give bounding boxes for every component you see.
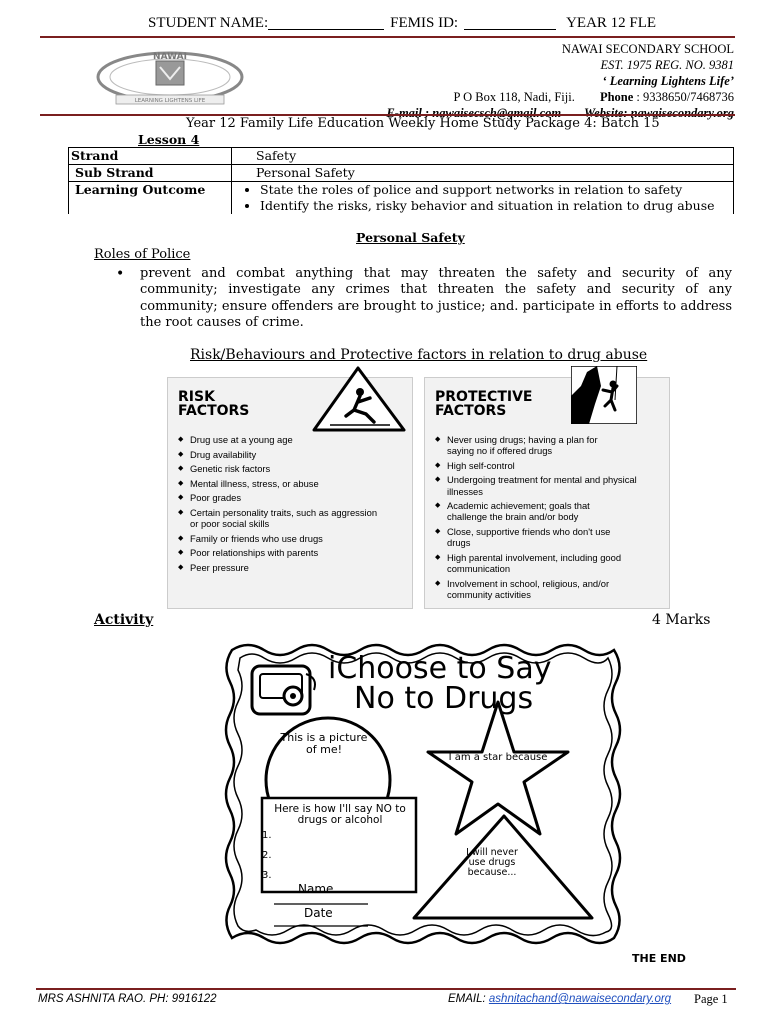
list-item: ◆ Genetic risk factors [178,463,406,474]
list-item: ◆ Family or friends who use drugs [178,533,406,544]
school-details [386,41,734,121]
roles-text: prevent and combat anything that may threaten the safety and security of any community; investigate any crimes that threaten the safety and security of any community; ensure offenders are brought to justice; and. participate in efforts to address the root causes of crime. [140,266,732,331]
caution-slip-icon [310,364,410,439]
school-address: P O Box 118, Nadi, Fiji. [453,90,575,104]
date-label: Date [304,906,333,920]
student-header [148,15,656,32]
poster-title [328,651,552,716]
list-item: ◆ High self-control [435,460,663,471]
header-rule [40,36,735,38]
list-item: ◆ Involvement in school, religious, and/or community activities [435,578,647,600]
list-item: ◆ Mental illness, stress, or abuse [178,478,406,489]
risk-factor-list [178,434,406,577]
footer-email-label: EMAIL: [448,993,489,1005]
plan-number-3: 3. [262,870,272,881]
school-established: EST. 1975 REG. NO. 9381 [600,58,734,72]
school-motto: ‘ Learning Lightens Life’ [602,74,734,88]
triangle-prompt: I will never use drugs because... [466,847,518,878]
student-name-label: STUDENT NAME: [148,15,269,31]
plan-numbers [262,826,272,886]
list-item: ◆ Poor grades [178,492,406,503]
year-label: YEAR 12 FLE [566,15,657,31]
climber-icon [571,366,637,429]
page-number: Page 1 [694,992,728,1006]
footer-rule [36,988,736,990]
star-prompt: I am a star because [448,752,548,763]
roles-bullet: • [116,266,125,282]
svg-text:NAWAI: NAWAI [153,52,187,62]
footer-email [448,993,671,1005]
strand-label: Strand [69,148,232,165]
school-phone: : 9338650/7468736 [633,90,734,104]
phone-icon [252,666,315,714]
strand-value: Safety [232,148,734,165]
list-item: ◆ Close, supportive friends who don't use drugs [435,526,627,548]
the-end: THE END [632,952,686,965]
poster-title-line1: iChoose to Say [328,651,552,686]
activity-poster [218,638,628,950]
list-item: ◆ Certain personality traits, such as aggression or poor social skills [178,507,380,529]
table-row [69,182,734,215]
sub-strand-value: Personal Safety [232,165,734,182]
table-row [69,148,734,165]
list-item: • Identify the risks, risky behavior and situation in relation to drug abuse [260,198,727,214]
plan-number-2: 2. [262,850,272,861]
marks-label: 4 Marks [652,612,711,628]
svg-text:LEARNING LIGHTENS LIFE: LEARNING LIGHTENS LIFE [134,98,206,104]
activity-label: Activity [94,612,154,628]
phone-label: Phone [599,90,634,104]
school-name: NAWAI SECONDARY SCHOOL [561,42,734,56]
list-item: • State the roles of police and support networks in relation to safety [260,182,727,198]
list-item: ◆ Never using drugs; having a plan for saying no if offered drugs [435,434,617,456]
risk-factors-box [167,377,413,609]
footer-email-link[interactable]: ashnitachand@nawaisecondary.org [488,993,672,1005]
name-label: Name [298,882,334,896]
table-row [69,165,734,182]
school-website[interactable]: Website: nawaisecondary.org [584,106,734,120]
picture-prompt: This is a picture of me! [280,731,368,756]
lesson-info-table [68,147,734,214]
list-item: ◆ Drug use at a young age [178,434,406,445]
section-heading: Personal Safety [356,230,465,245]
protective-factor-list [435,434,663,603]
risk-heading: Risk/Behaviours and Protective factors in relation to drug abuse [190,347,648,363]
outcome-list [242,182,727,214]
protective-title: PROTECTIVE FACTORS [435,389,533,419]
list-item: ◆ Undergoing treatment for mental and physical illnesses [435,474,637,496]
lesson-label: Lesson 4 [138,132,200,147]
list-item: ◆ High parental involvement, including good communication [435,552,632,574]
school-address-line [386,89,734,105]
plan-number-1: 1. [262,830,272,841]
risk-title: RISK FACTORS [178,389,250,419]
list-item: ◆ Poor relationships with parents [178,547,406,558]
list-item: ◆ Peer pressure [178,562,406,573]
package-title: Year 12 Family Life Education Weekly Home Study Package 4: Batch 15 [186,116,660,131]
list-item: ◆ Academic achievement; goals that challenge the brain and/or body [435,500,627,522]
roles-heading: Roles of Police [94,247,191,262]
school-logo [90,47,250,107]
plan-heading: Here is how I'll say NO to drugs or alcohol [274,803,406,826]
femis-id-label: FEMIS ID: [390,15,459,31]
protective-factors-box [424,377,670,609]
outcome-cell [232,182,734,215]
school-email[interactable]: E-mail : nawaisecsch@gmail.com [386,106,562,120]
femis-id-field[interactable] [464,15,556,30]
outcome-label: Learning Outcome [69,182,232,215]
footer-teacher: MRS ASHNITA RAO. PH: 9916122 [38,993,217,1005]
poster-title-line2: No to Drugs [354,681,534,716]
sub-strand-label: Sub Strand [69,165,232,182]
student-name-field[interactable] [268,15,384,30]
list-item: ◆ Drug availability [178,449,406,460]
